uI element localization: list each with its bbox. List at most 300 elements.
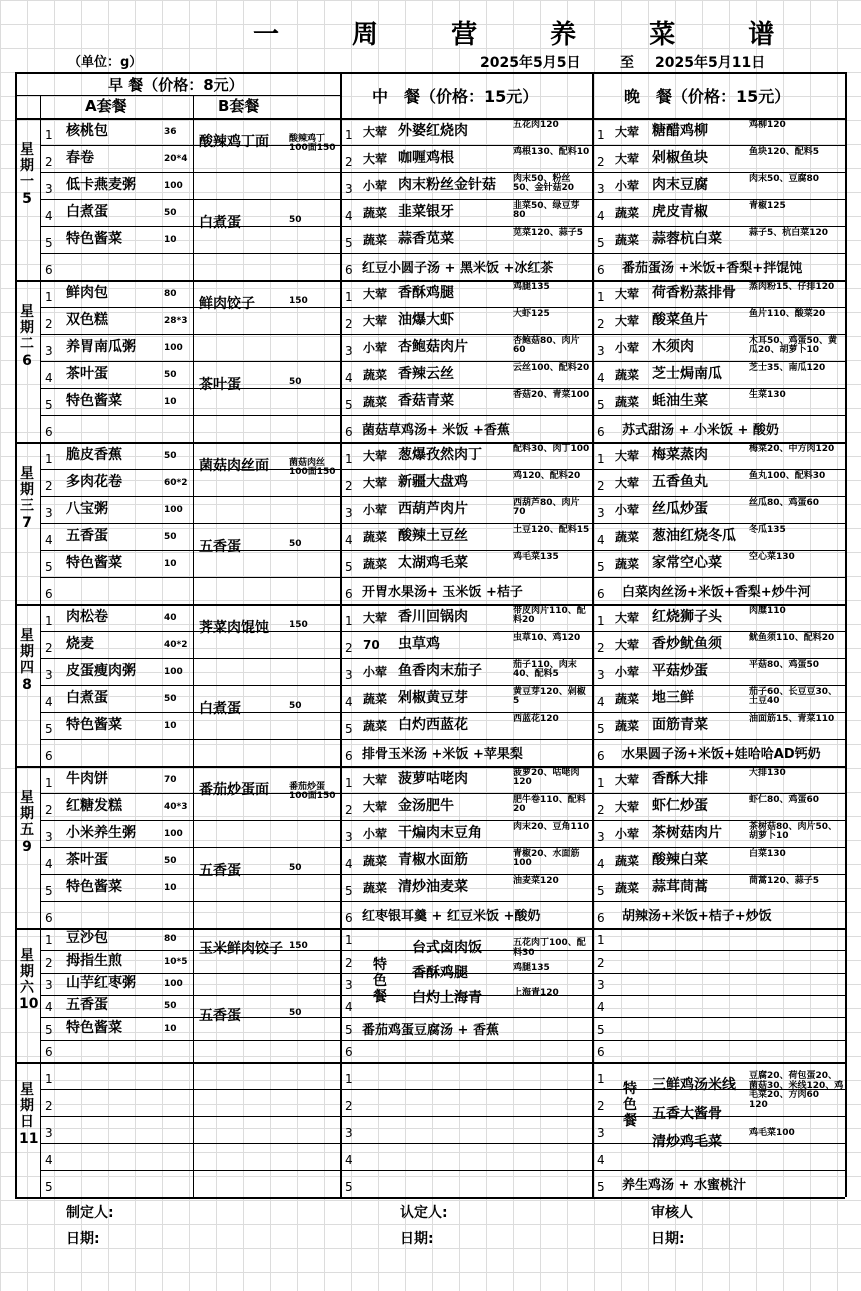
breakfast-a-item: 八宝粥: [66, 500, 108, 517]
grid-line: [40, 739, 845, 740]
day-label: 星期六10: [19, 948, 39, 1013]
row-number: 5: [345, 398, 353, 412]
dinner-soup: 白菜肉丝汤+米饭+香梨+炒牛河: [622, 584, 811, 600]
grid-line: [40, 469, 845, 470]
row-number: 3: [45, 830, 53, 844]
lunch-type: 蔬菜: [363, 232, 388, 247]
row-number: 2: [597, 155, 605, 169]
dinner-type: 蔬菜: [615, 205, 640, 220]
row-number: 5: [45, 560, 53, 574]
row-number: 5: [345, 884, 353, 898]
lunch-qty: 菠萝20、咕咾肉120: [513, 768, 580, 788]
breakfast-b-item: 白煮蛋: [199, 700, 241, 717]
date-end: 2025年5月11日: [655, 55, 766, 71]
row-number: 2: [345, 955, 353, 970]
grid-line: [40, 523, 845, 524]
breakfast-a-qty: 100: [164, 180, 183, 191]
row-number: 4: [345, 209, 353, 223]
dinner-soup: 养生鸡汤 + 水蜜桃汁: [622, 1177, 746, 1193]
row-number: 6: [345, 263, 353, 277]
dinner-qty: 空心菜130: [749, 552, 795, 562]
breakfast-b-item: 酸辣鸡丁面: [199, 133, 269, 150]
row-number: 1: [345, 614, 353, 628]
dinner-dish: 虾仁炒蛋: [652, 797, 708, 814]
breakfast-a-qty: 40*3: [164, 801, 188, 812]
dinner-qty: 青椒125: [749, 201, 786, 211]
dinner-special-dish: 清炒鸡毛菜: [652, 1133, 722, 1150]
dinner-qty: 鱼块120、配料5: [749, 147, 820, 157]
breakfast-a-qty: 40*2: [164, 639, 188, 650]
dinner-soup: 胡辣汤+米饭+桔子+炒饭: [622, 908, 772, 924]
row-number: 3: [597, 830, 605, 844]
breakfast-a-item: 豆沙包: [66, 930, 108, 947]
breakfast-a-qty: 80: [164, 288, 177, 299]
lunch-qty: 鸡120、配料20: [513, 471, 581, 481]
lunch-dish: 咖喱鸡根: [398, 149, 454, 166]
lunch-qty: 鸡根130、配料10: [513, 147, 590, 157]
row-number: 2: [345, 641, 353, 655]
dinner-type: 大荤: [615, 151, 640, 166]
breakfast-b-item: 菌菇肉丝面: [199, 457, 269, 474]
dinner-dish: 蒜茸茼蒿: [652, 878, 708, 895]
lunch-header: 中 餐（价格：15元）: [372, 87, 539, 106]
row-number: 6: [45, 425, 53, 439]
lunch-qty: 配料30、肉丁100: [513, 444, 590, 454]
row-number: 3: [345, 1126, 353, 1140]
breakfast-a-item: 五香蛋: [66, 997, 108, 1014]
lunch-qty: 虫草10、鸡120: [513, 633, 581, 643]
breakfast-a-item: 鲜肉包: [66, 284, 108, 301]
row-number: 3: [45, 344, 53, 358]
grid-line: [40, 685, 845, 686]
row-number: 5: [597, 1022, 605, 1037]
row-number: 2: [45, 317, 53, 331]
dinner-special-dish: 五香大酱骨: [652, 1105, 722, 1122]
row-number: 5: [45, 1180, 53, 1194]
breakfast-a-item: 特色酱菜: [66, 230, 122, 247]
lunch-qty: 鸡毛菜135: [513, 552, 559, 562]
dinner-dish: 家常空心菜: [652, 554, 722, 571]
dinner-qty: 油面筋15、青菜110: [749, 714, 835, 724]
grid-line: [15, 766, 845, 768]
grid-line: [15, 280, 845, 282]
dinner-dish: 丝瓜炒蛋: [652, 500, 708, 517]
lunch-dish: 青椒水面筋: [398, 851, 468, 868]
dinner-dish: 芝士焗南瓜: [652, 365, 722, 382]
breakfast-b-qty: 50: [289, 862, 302, 873]
breakfast-a-item: 低卡燕麦粥: [66, 176, 136, 193]
dinner-dish: 蒜蓉杭白菜: [652, 230, 722, 247]
row-number: 6: [45, 911, 53, 925]
day-label: 星期日11: [19, 1082, 39, 1147]
breakfast-a-item: 牛肉饼: [66, 770, 108, 787]
dinner-type: 蔬菜: [615, 853, 640, 868]
row-number: 3: [345, 182, 353, 196]
dinner-qty: 茶树菇80、肉片50、胡萝卜10: [749, 822, 838, 842]
lunch-qty: 鸡腿135: [513, 282, 550, 292]
breakfast-a-qty: 70: [164, 774, 177, 785]
lunch-type: 小荤: [363, 502, 388, 517]
day-label: 星期一5: [20, 142, 34, 207]
breakfast-a-qty: 100: [164, 342, 183, 353]
grid-line: [40, 1017, 845, 1018]
grid-line: [40, 307, 845, 308]
breakfast-a-item: 白煮蛋: [66, 689, 108, 706]
dinner-special-dish: 三鲜鸡汤米线: [652, 1077, 736, 1094]
row-number: 3: [345, 506, 353, 520]
dinner-type: 蔬菜: [615, 880, 640, 895]
dinner-dish: 平菇炒蛋: [652, 662, 708, 679]
grid-line: [15, 72, 845, 74]
day-label: 星期四8: [20, 628, 34, 693]
breakfast-a-qty: 50: [164, 855, 177, 866]
dinner-type: 大荤: [615, 448, 640, 463]
lunch-dish: 白灼西蓝花: [398, 716, 468, 733]
row-number: 6: [345, 587, 353, 601]
lunch-qty: 西蓝花120: [513, 714, 559, 724]
row-number: 4: [45, 857, 53, 871]
dinner-dish: 地三鲜: [652, 689, 694, 706]
lunch-dish: 菠萝咕咾肉: [398, 770, 468, 787]
breakfast-b-item: 五香蛋: [199, 538, 241, 555]
grid-line: [40, 793, 845, 794]
lunch-type: 蔬菜: [363, 853, 388, 868]
row-number: 2: [45, 641, 53, 655]
row-number: 1: [345, 452, 353, 466]
row-number: 1: [45, 776, 53, 790]
dinner-dish: 面筋青菜: [652, 716, 708, 733]
breakfast-a-qty: 28*3: [164, 315, 188, 326]
row-number: 6: [597, 911, 605, 925]
breakfast-a-qty: 100: [164, 978, 183, 989]
lunch-type: 大荤: [363, 124, 388, 139]
grid-line: [40, 550, 845, 551]
dinner-dish: 茶树菇肉片: [652, 824, 722, 841]
grid-line: [15, 604, 845, 606]
breakfast-b-item: 白煮蛋: [199, 214, 241, 231]
grid-line: [40, 1040, 845, 1041]
breakfast-b-qty: 150: [289, 940, 308, 951]
lunch-soup: 红豆小圆子汤 + 黑米饭 +冰红茶: [362, 260, 554, 276]
lunch-qty: 青椒20、水面筋100: [513, 849, 580, 869]
breakfast-a-item: 烧麦: [66, 635, 94, 652]
row-number: 4: [45, 209, 53, 223]
row-number: 1: [345, 290, 353, 304]
breakfast-a-item: 养胃南瓜粥: [66, 338, 136, 355]
dinner-qty: 鱼丸100、配料30: [749, 471, 826, 481]
breakfast-b-qty: 番茄炒蛋100面150: [289, 781, 336, 802]
lunch-special-qty: 五花肉丁100、配料30: [513, 938, 586, 958]
lunch-qty: 香菇20、青菜100: [513, 390, 590, 400]
row-number: 6: [45, 263, 53, 277]
row-number: 5: [597, 236, 605, 250]
row-number: 3: [45, 1126, 53, 1140]
breakfast-a-qty: 60*2: [164, 477, 188, 488]
row-number: 1: [45, 128, 53, 142]
breakfast-b-item: 荠菜肉馄饨: [199, 619, 269, 636]
maker-label: 制定人:: [66, 1205, 114, 1221]
dinner-type: 大荤: [615, 799, 640, 814]
row-number: 6: [45, 749, 53, 763]
breakfast-a-qty: 36: [164, 126, 177, 137]
row-number: 1: [45, 290, 53, 304]
row-number: 5: [45, 722, 53, 736]
grid-line: [40, 1143, 845, 1144]
grid-line: [40, 874, 845, 875]
row-number: 1: [45, 452, 53, 466]
lunch-type: 大荤: [363, 799, 388, 814]
breakfast-a-item: 特色酱菜: [66, 716, 122, 733]
row-number: 6: [345, 749, 353, 763]
grid-line: [40, 95, 41, 1197]
breakfast-a-item: 特色酱菜: [66, 392, 122, 409]
row-number: 6: [597, 1045, 605, 1059]
dinner-type: 大荤: [615, 475, 640, 490]
dinner-dish: 木须肉: [652, 338, 694, 355]
dinner-dish: 酸辣白菜: [652, 851, 708, 868]
lunch-type: 蔬菜: [363, 556, 388, 571]
row-number: 1: [45, 1072, 53, 1086]
breakfast-a-qty: 10: [164, 720, 177, 731]
row-number: 4: [345, 695, 353, 709]
lunch-dish: 西葫芦肉片: [398, 500, 468, 517]
lunch-dish: 葱爆孜然肉丁: [398, 446, 482, 463]
row-number: 1: [345, 128, 353, 142]
lunch-special-dish: 香酥鸡腿: [412, 964, 468, 981]
special-meal-label: 特色餐: [373, 957, 387, 1006]
lunch-qty: 杏鲍菇80、肉片60: [513, 336, 580, 356]
lunch-type: 蔬菜: [363, 367, 388, 382]
grid-line: [40, 577, 845, 578]
row-number: 1: [345, 1072, 353, 1086]
lunch-dish: 香菇青菜: [398, 392, 454, 409]
breakfast-header: 早 餐（价格：8元）: [108, 76, 244, 94]
lunch-dish: 虫草鸡: [398, 635, 440, 652]
dinner-type: 小荤: [615, 664, 640, 679]
row-number: 4: [345, 857, 353, 871]
row-number: 2: [597, 479, 605, 493]
row-number: 2: [45, 1099, 53, 1113]
row-number: 2: [345, 479, 353, 493]
dinner-dish: 五香鱼丸: [652, 473, 708, 490]
row-number: 5: [345, 560, 353, 574]
breakfast-a-qty: 100: [164, 828, 183, 839]
grid-line: [15, 72, 17, 1197]
lunch-qty: 茄子110、肉末40、配料5: [513, 660, 577, 680]
breakfast-a-qty: 100: [164, 666, 183, 677]
row-number: 5: [345, 1022, 353, 1037]
date-start: 2025年5月5日: [480, 55, 581, 71]
lunch-dish: 清炒油麦菜: [398, 878, 468, 895]
lunch-soup: 开胃水果汤+ 玉米饭 +桔子: [362, 584, 523, 600]
lunch-type: 蔬菜: [363, 691, 388, 706]
row-number: 5: [45, 1022, 53, 1037]
breakfast-a-qty: 10: [164, 1023, 177, 1034]
lunch-qty: 云丝100、配料20: [513, 363, 590, 373]
row-number: 2: [597, 803, 605, 817]
lunch-type: 蔬菜: [363, 718, 388, 733]
grid-line: [193, 95, 194, 1197]
reviewer-label: 审核人: [651, 1205, 693, 1221]
grid-line: [15, 928, 845, 930]
grid-line: [40, 1170, 845, 1171]
lunch-dish: 鱼香肉末茄子: [398, 662, 482, 679]
row-number: 3: [597, 344, 605, 358]
row-number: 6: [45, 587, 53, 601]
lunch-dish: 杏鲍菇肉片: [398, 338, 468, 355]
approver-date-label: 日期:: [400, 1231, 434, 1247]
dinner-dish: 酸菜鱼片: [652, 311, 708, 328]
breakfast-a-qty: 10: [164, 234, 177, 245]
lunch-type: 大荤: [363, 151, 388, 166]
lunch-type: 蔬菜: [363, 205, 388, 220]
dinner-type: 蔬菜: [615, 691, 640, 706]
row-number: 6: [45, 1045, 53, 1059]
row-number: 3: [597, 978, 605, 992]
lunch-qty: 韭菜50、绿豆芽80: [513, 201, 580, 221]
dinner-type: 小荤: [615, 826, 640, 841]
lunch-type: 大荤: [363, 313, 388, 328]
lunch-type: 大荤: [363, 448, 388, 463]
breakfast-b-qty: 150: [289, 619, 308, 630]
lunch-qty: 西葫芦80、肉片70: [513, 498, 580, 518]
row-number: 1: [345, 933, 353, 948]
lunch-dish: 肉末粉丝金针菇: [398, 176, 496, 193]
grid-line: [40, 901, 845, 902]
row-number: 5: [597, 1180, 605, 1194]
lunch-type: 小荤: [363, 826, 388, 841]
row-number: 3: [597, 668, 605, 682]
breakfast-a-qty: 50: [164, 450, 177, 461]
row-number: 4: [597, 1000, 605, 1015]
dinner-type: 大荤: [615, 637, 640, 652]
lunch-type: 大荤: [363, 286, 388, 301]
breakfast-a-qty: 10: [164, 396, 177, 407]
row-number: 3: [345, 668, 353, 682]
row-number: 4: [45, 371, 53, 385]
lunch-type: 大荤: [363, 772, 388, 787]
row-number: 4: [345, 371, 353, 385]
lunch-dish: 蒜香苋菜: [398, 230, 454, 247]
grid-line: [340, 72, 342, 1197]
dinner-type: 小荤: [615, 340, 640, 355]
set-a-header: A套餐: [85, 97, 127, 115]
lunch-special-dish: 白灼上海青: [412, 989, 482, 1006]
lunch-dish: 酸辣土豆丝: [398, 527, 468, 544]
grid-line: [40, 820, 845, 821]
breakfast-a-qty: 20*4: [164, 153, 188, 164]
lunch-type: 小荤: [363, 664, 388, 679]
breakfast-b-item: 玉米鲜肉饺子: [199, 940, 283, 957]
dinner-qty: 平菇80、鸡蛋50: [749, 660, 820, 670]
row-number: 1: [597, 452, 605, 466]
row-number: 2: [345, 155, 353, 169]
row-number: 4: [597, 371, 605, 385]
row-number: 4: [597, 533, 605, 547]
breakfast-a-qty: 10: [164, 558, 177, 569]
dinner-dish: 糖醋鸡柳: [652, 122, 708, 139]
lunch-dish: 外婆红烧肉: [398, 122, 468, 139]
breakfast-a-qty: 50: [164, 531, 177, 542]
dinner-dish: 梅菜蒸肉: [652, 446, 708, 463]
dinner-special-qty: 豆腐20、荷包蛋20、菌菇30、米线120、鸡毛菜20、方肉60: [749, 1071, 844, 1101]
lunch-type: 小荤: [363, 340, 388, 355]
dinner-dish: 荷香粉蒸排骨: [652, 284, 736, 301]
breakfast-a-item: 皮蛋瘦肉粥: [66, 662, 136, 679]
dinner-qty: 芝士35、南瓜120: [749, 363, 826, 373]
grid-line: [40, 361, 845, 362]
page-title: 一 周 营 养 菜 谱: [253, 20, 807, 50]
row-number: 3: [45, 978, 53, 992]
lunch-dish: 新疆大盘鸡: [398, 473, 468, 490]
breakfast-a-item: 五香蛋: [66, 527, 108, 544]
row-number: 3: [597, 1126, 605, 1140]
row-number: 4: [345, 1153, 353, 1167]
dinner-special-qty: 鸡毛菜100: [749, 1127, 795, 1138]
grid-line: [845, 72, 847, 1197]
breakfast-a-item: 特色酱菜: [66, 554, 122, 571]
row-number: 2: [45, 155, 53, 169]
row-number: 4: [45, 1153, 53, 1167]
dinner-type: 大荤: [615, 124, 640, 139]
breakfast-b-qty: 酸辣鸡丁100面150: [289, 133, 336, 154]
lunch-qty: 土豆120、配料15: [513, 525, 590, 535]
row-number: 2: [345, 803, 353, 817]
row-number: 3: [345, 344, 353, 358]
maker-date-label: 日期:: [66, 1231, 100, 1247]
lunch-qty: 肥牛卷110、配料20: [513, 795, 586, 815]
lunch-special-qty: 鸡腿135: [513, 962, 550, 973]
breakfast-b-qty: 50: [289, 214, 302, 225]
row-number: 5: [45, 236, 53, 250]
row-number: 5: [597, 884, 605, 898]
breakfast-b-item: 鲜肉饺子: [199, 295, 255, 312]
lunch-qty: 大虾125: [513, 309, 550, 319]
breakfast-a-qty: 10: [164, 882, 177, 893]
lunch-special-qty: 上海青120: [513, 987, 559, 998]
grid-line: [40, 631, 845, 632]
dinner-qty: 生菜130: [749, 390, 786, 400]
row-number: 3: [345, 978, 353, 992]
row-number: 1: [45, 614, 53, 628]
row-number: 4: [45, 533, 53, 547]
row-number: 2: [597, 955, 605, 970]
breakfast-a-item: 脆皮香蕉: [66, 446, 122, 463]
lunch-dish: 太湖鸡毛菜: [398, 554, 468, 571]
row-number: 6: [597, 749, 605, 763]
lunch-dish: 韭菜银牙: [398, 203, 454, 220]
breakfast-b-qty: 菌菇肉丝100面150: [289, 457, 336, 478]
breakfast-a-qty: 50: [164, 693, 177, 704]
grid-line: [40, 658, 845, 659]
dinner-dish: 蚝油生菜: [652, 392, 708, 409]
dinner-qty: 鱿鱼须110、配料20: [749, 633, 835, 643]
unit-label: （单位：g）: [68, 55, 143, 70]
row-number: 2: [597, 641, 605, 655]
lunch-dish: 香辣云丝: [398, 365, 454, 382]
lunch-qty: 带皮肉片110、配料20: [513, 606, 586, 626]
lunch-dish: 金汤肥牛: [398, 797, 454, 814]
dinner-qty: 冬瓜135: [749, 525, 786, 535]
row-number: 2: [345, 1099, 353, 1113]
breakfast-a-item: 多肉花卷: [66, 473, 122, 490]
lunch-soup: 菌菇草鸡汤+ 米饭 +香蕉: [362, 422, 510, 438]
dinner-qty: 木耳50、鸡蛋50、黄瓜20、胡萝卜10: [749, 336, 838, 356]
row-number: 3: [45, 668, 53, 682]
set-b-header: B套餐: [218, 97, 260, 115]
row-number: 1: [597, 614, 605, 628]
row-number: 6: [597, 425, 605, 439]
